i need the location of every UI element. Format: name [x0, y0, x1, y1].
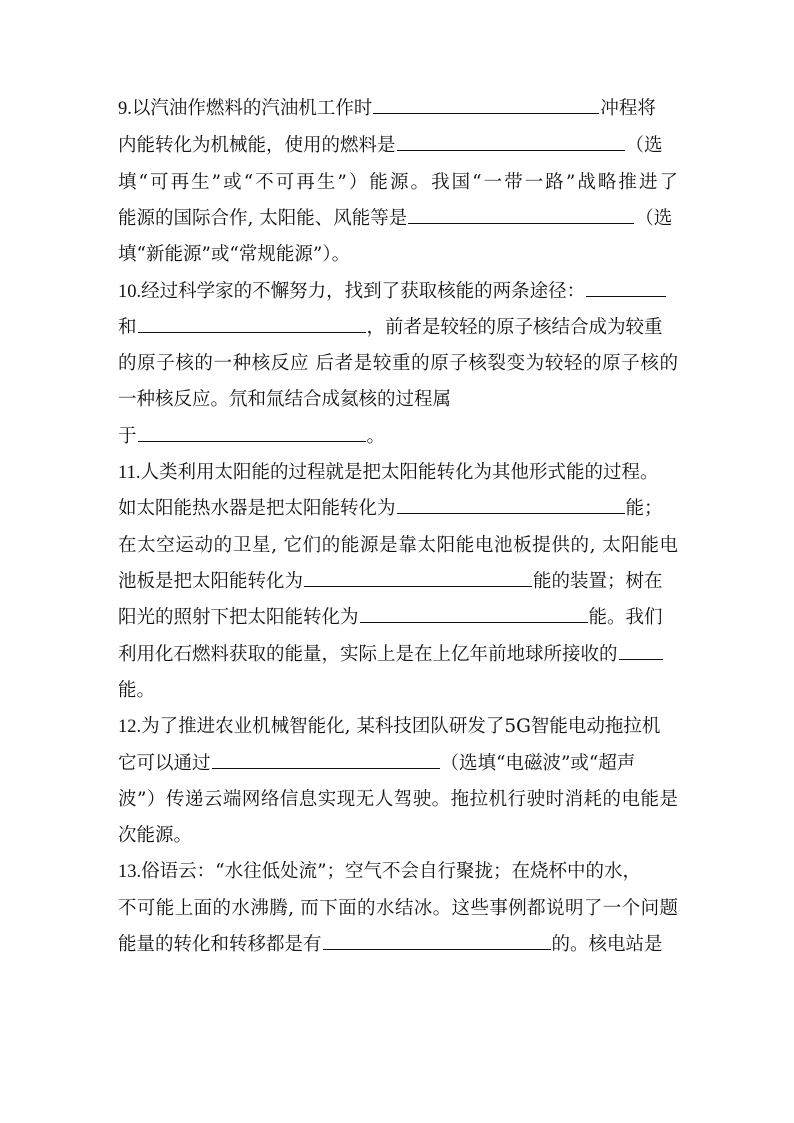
q11-blank-3[interactable]	[360, 604, 588, 623]
q13-line-3: 能量的转化和转移都是有 的。核电站是	[118, 930, 678, 960]
q12-line-1: 12.为了推进农业机械智能化, 某科技团队研发了5G智能电动拖拉机	[118, 716, 661, 737]
q9-line-1: 9.以汽油作燃料的汽油机工作时 冲程将	[118, 94, 678, 124]
q9-blank-1[interactable]	[373, 95, 599, 114]
q9-number: 9.	[118, 99, 132, 119]
q13-number: 13.	[118, 862, 142, 882]
q10-number: 10.	[118, 282, 142, 302]
q12-line-4: 次能源。	[118, 825, 193, 846]
q11-blank-2[interactable]	[304, 568, 532, 587]
q9-blank-3[interactable]	[408, 205, 634, 224]
q11-blank-1[interactable]	[397, 495, 625, 514]
q13-line-1: 13.俗语云：“水往低处流”；空气不会自行聚拢；在烧杯中的水，	[118, 861, 642, 882]
q10-blank-1[interactable]	[586, 278, 666, 297]
q11-line-5: 阳光的照射下把太阳能转化为 能。我们	[118, 603, 678, 633]
q9-line-2: 内能转化为机械能，使用的燃料是 （选	[118, 131, 678, 161]
q11-line-2: 如太阳能热水器是把太阳能转化为 能；	[118, 494, 678, 524]
q10-blank-2[interactable]	[138, 314, 366, 333]
q11-number: 11.	[118, 463, 141, 483]
q11-line-4: 池板是把太阳能转化为 能的装置；树在	[118, 567, 678, 597]
q12-blank-1[interactable]	[212, 750, 440, 769]
q13-line-2: 不可能上面的水沸腾, 而下面的水结冰。这些事例都说明了一个问题	[118, 898, 678, 919]
q9-blank-2[interactable]	[397, 132, 625, 151]
q10-line-3: 的原子核的一种核反应 后者是较重的原子核裂变为较轻的原子核的	[118, 353, 678, 374]
q11-blank-4[interactable]	[619, 641, 663, 660]
q10-line-5: 于 。	[118, 422, 678, 452]
q11-line-1: 11.人类利用太阳能的过程就是把太阳能转化为其他形式能的过程。	[118, 462, 659, 483]
q11-line-7: 能。	[118, 680, 156, 701]
q11-line-3: 在太空运动的卫星, 它们的能源是靠太阳能电池板提供的, 太阳能电	[118, 535, 678, 556]
q10-line-4: 一种核反应。氘和氚结合成氦核的过程属	[118, 389, 452, 410]
q11-line-6: 利用化石燃料获取的能量，实际上是在上亿年前地球所接收的	[118, 640, 678, 670]
q13-blank-1[interactable]	[323, 931, 551, 950]
q9-line-5: 填“新能源”或“常规能源”）。	[118, 244, 351, 265]
q10-blank-3[interactable]	[138, 423, 366, 442]
q9-line-3: 填“可再生”或“不可再生”）能源。我国“一带一路”战略推进了	[118, 172, 678, 193]
q10-line-1: 10.经过科学家的不懈努力，找到了获取核能的两条途径：	[118, 277, 678, 307]
q10-line-2: 和 ，前者是较轻的原子核结合成为较重	[118, 313, 678, 343]
q12-line-3: 波”）传递云端网络信息实现无人驾驶。拖拉机行驶时消耗的电能是	[118, 789, 678, 810]
q12-number: 12.	[118, 717, 142, 737]
q12-line-2: 它可以通过 （选填“电磁波”或“超声	[118, 749, 678, 779]
q9-line-4: 能源的国际合作, 太阳能、风能等是 （选	[118, 204, 678, 234]
